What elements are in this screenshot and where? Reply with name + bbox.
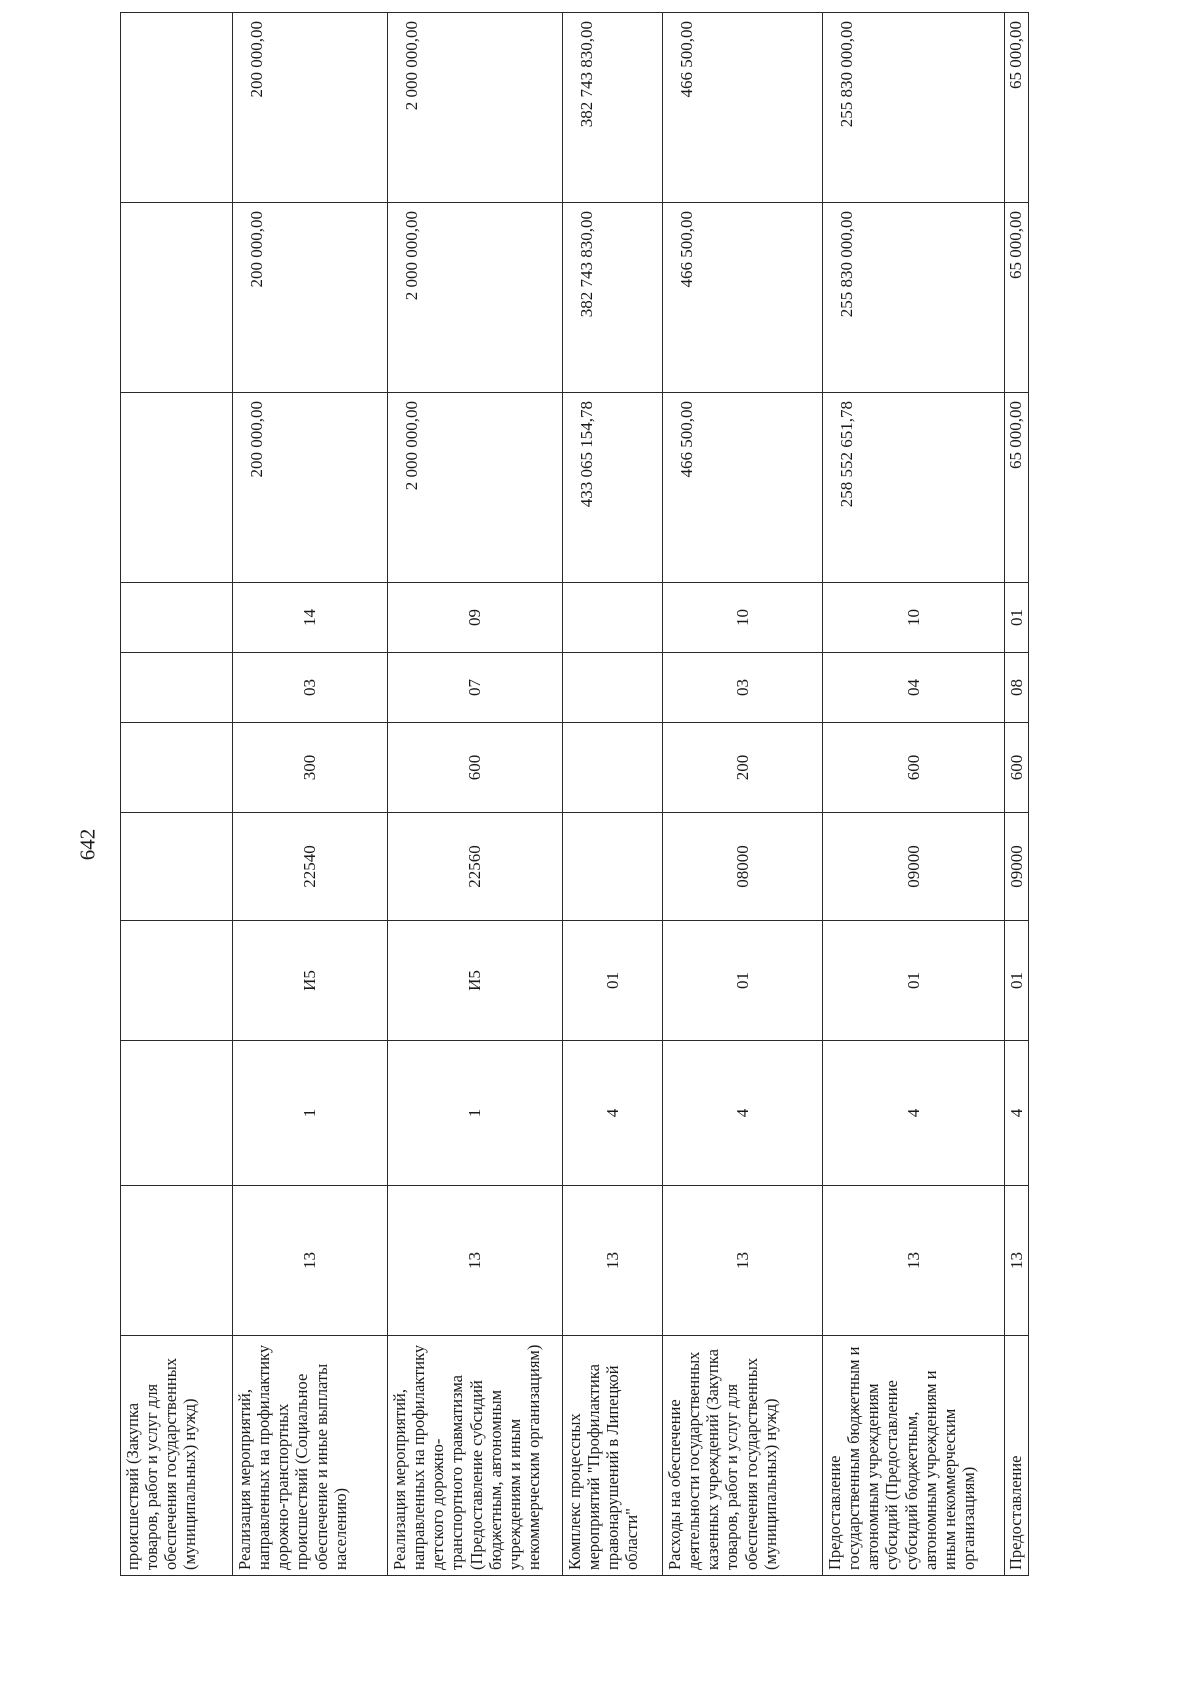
description-cell: Предоставление государственным бюджетным и автономным учреждениям субсидий (Предоставление субсидий бюджетным, автономным учреждениям и иным некоммерческим организациям) <box>823 1336 1005 1576</box>
description-cell: Комплекс процессных мероприятий "Профилактика правонарушений в Липецкой области" <box>563 1336 663 1576</box>
amount-year-2-cell: 200 000,00 <box>233 203 388 393</box>
main-activity-code-cell: И5 <box>233 921 388 1041</box>
amount-year-3-cell: 65 000,00 <box>1005 13 1029 203</box>
subprogram-code-cell: 4 <box>563 1041 663 1186</box>
amount-year-1-cell <box>121 393 233 583</box>
subprogram-code-cell: 4 <box>823 1041 1005 1186</box>
table-row <box>1005 13 1029 1576</box>
amount-year-2-cell <box>121 203 233 393</box>
amount-year-1-cell: 2 000 000,00 <box>388 393 563 583</box>
description-cell: происшествий (Закупка товаров, работ и услуг для обеспечения государственных (муниципальных) нужд) <box>121 1336 233 1576</box>
table-body <box>121 13 1029 1576</box>
amount-year-1-cell: 433 065 154,78 <box>563 393 663 583</box>
program-code-cell: 13 <box>1005 1186 1029 1336</box>
section-cell: 07 <box>388 653 563 723</box>
description-cell: Реализация мероприятий, направленных на профилактику детского дорожно-транспортного травматизма (Предоставление субсидий бюджетным, автономным учреждениям и иным некоммерческим организациям) <box>388 1336 563 1576</box>
expense-direction-code-cell: 09000 <box>823 813 1005 921</box>
main-activity-code-cell: 01 <box>663 921 823 1041</box>
program-code-cell: 13 <box>823 1186 1005 1336</box>
page-number: 642 <box>75 828 100 861</box>
subsection-cell: 01 <box>1005 583 1029 653</box>
amount-year-3-cell: 255 830 000,00 <box>823 13 1005 203</box>
section-cell <box>121 653 233 723</box>
expense-type-cell: 600 <box>823 723 1005 813</box>
table-row <box>121 13 233 1576</box>
budget-table <box>120 12 1029 1576</box>
subsection-cell <box>121 583 233 653</box>
amount-year-2-cell: 382 743 830,00 <box>563 203 663 393</box>
expense-type-cell <box>121 723 233 813</box>
program-code-cell: 13 <box>233 1186 388 1336</box>
expense-direction-code-cell <box>563 813 663 921</box>
amount-year-3-cell: 466 500,00 <box>663 13 823 203</box>
amount-year-3-cell <box>121 13 233 203</box>
description-cell: Предоставление <box>1005 1336 1029 1576</box>
table-row <box>823 13 1005 1576</box>
subsection-cell: 10 <box>823 583 1005 653</box>
subsection-cell: 10 <box>663 583 823 653</box>
main-activity-code-cell: 01 <box>823 921 1005 1041</box>
amount-year-3-cell: 382 743 830,00 <box>563 13 663 203</box>
expense-direction-code-cell: 09000 <box>1005 813 1029 921</box>
subprogram-code-cell: 1 <box>233 1041 388 1186</box>
table-row <box>233 13 388 1576</box>
subsection-cell: 09 <box>388 583 563 653</box>
subsection-cell: 14 <box>233 583 388 653</box>
section-cell: 04 <box>823 653 1005 723</box>
amount-year-2-cell: 466 500,00 <box>663 203 823 393</box>
expense-type-cell: 300 <box>233 723 388 813</box>
amount-year-1-cell: 65 000,00 <box>1005 393 1029 583</box>
subsection-cell <box>563 583 663 653</box>
main-activity-code-cell <box>121 921 233 1041</box>
budget-table-sheet <box>120 21 1118 1576</box>
expense-direction-code-cell <box>121 813 233 921</box>
section-cell: 03 <box>233 653 388 723</box>
table-row <box>563 13 663 1576</box>
table-row <box>388 13 563 1576</box>
subprogram-code-cell <box>121 1041 233 1186</box>
subprogram-code-cell: 4 <box>663 1041 823 1186</box>
main-activity-code-cell: 01 <box>563 921 663 1041</box>
amount-year-3-cell: 2 000 000,00 <box>388 13 563 203</box>
subprogram-code-cell: 4 <box>1005 1041 1029 1186</box>
table-row <box>663 13 823 1576</box>
expense-type-cell: 600 <box>388 723 563 813</box>
expense-type-cell: 200 <box>663 723 823 813</box>
expense-direction-code-cell: 08000 <box>663 813 823 921</box>
section-cell: 08 <box>1005 653 1029 723</box>
amount-year-2-cell: 255 830 000,00 <box>823 203 1005 393</box>
amount-year-3-cell: 200 000,00 <box>233 13 388 203</box>
expense-type-cell: 600 <box>1005 723 1029 813</box>
subprogram-code-cell: 1 <box>388 1041 563 1186</box>
amount-year-2-cell: 2 000 000,00 <box>388 203 563 393</box>
expense-type-cell <box>563 723 663 813</box>
expense-direction-code-cell: 22560 <box>388 813 563 921</box>
description-cell: Реализация мероприятий, направленных на профилактику дорожно-транспортных происшествий (Социальное обеспечение и иные выплаты населению) <box>233 1336 388 1576</box>
section-cell: 03 <box>663 653 823 723</box>
amount-year-2-cell: 65 000,00 <box>1005 203 1029 393</box>
amount-year-1-cell: 258 552 651,78 <box>823 393 1005 583</box>
program-code-cell: 13 <box>388 1186 563 1336</box>
program-code-cell <box>121 1186 233 1336</box>
main-activity-code-cell: И5 <box>388 921 563 1041</box>
expense-direction-code-cell: 22540 <box>233 813 388 921</box>
main-activity-code-cell: 01 <box>1005 921 1029 1041</box>
section-cell <box>563 653 663 723</box>
amount-year-1-cell: 200 000,00 <box>233 393 388 583</box>
program-code-cell: 13 <box>663 1186 823 1336</box>
description-cell: Расходы на обеспечение деятельности государственных казенных учреждений (Закупка товаров, работ и услуг для обеспечения государственных (муниципальных) нужд) <box>663 1336 823 1576</box>
program-code-cell: 13 <box>563 1186 663 1336</box>
amount-year-1-cell: 466 500,00 <box>663 393 823 583</box>
